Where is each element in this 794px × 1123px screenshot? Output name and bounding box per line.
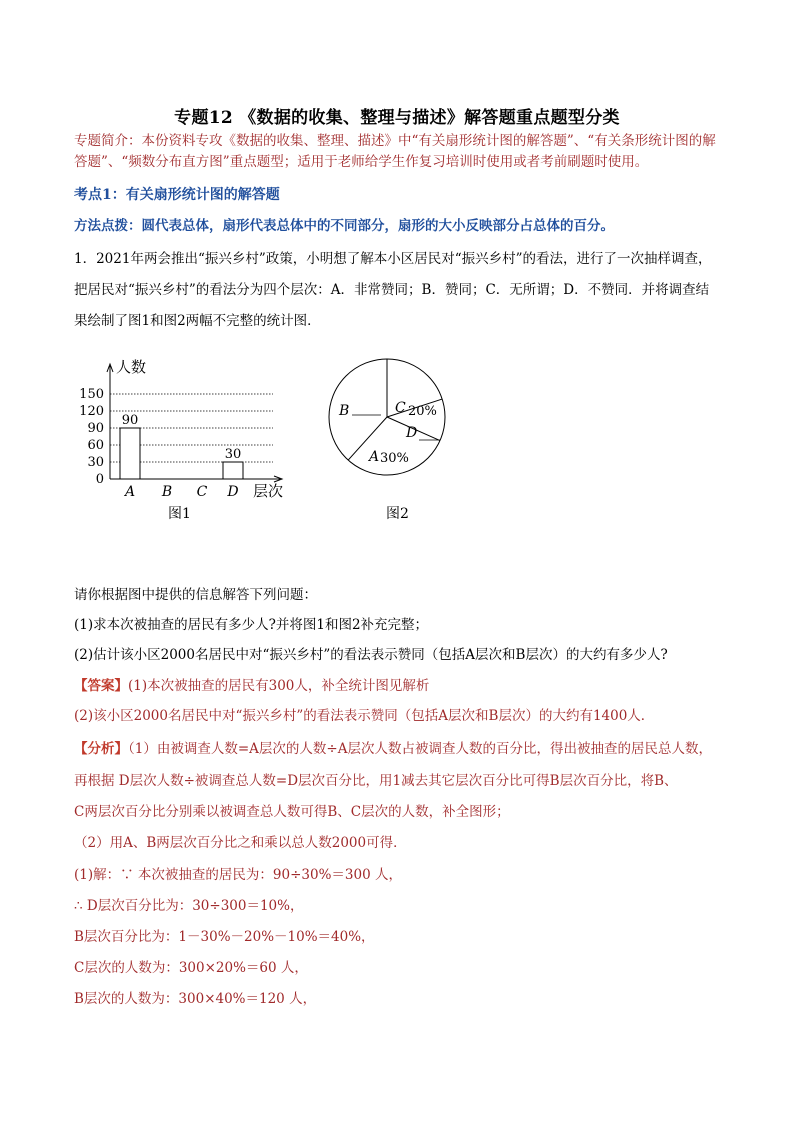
analysis-block-1	[74, 737, 712, 757]
solution-line-4: C层次的人数为：300×20%＝60 人，	[74, 960, 308, 976]
analysis-tag: 【分析】	[74, 741, 128, 757]
pie-percent-c: 20%	[408, 404, 437, 419]
page-title: 专题12 《数据的收集、整理与描述》解答题重点题型分类	[174, 108, 620, 128]
x-axis-label: 层次	[253, 482, 284, 500]
y-tick-label: 120	[79, 404, 104, 419]
x-tick-label: C	[196, 484, 208, 500]
solution-line-1: (1)解：∵ 本次被抽查的居民为：90÷30%＝300 人，	[74, 867, 402, 883]
answer-line-2: (2)该小区2000名居民中对“振兴乡村”的看法表示赞同（包括A层次和B层次）的大约有1400人．	[74, 708, 655, 724]
bar-value-label: 90	[121, 413, 139, 428]
pie-label-c: C	[395, 400, 406, 416]
analysis-line-2: 再根据 D层次人数÷被调查总人数=D层次百分比，用1减去其它层次百分比可得B层次百分比，将B、	[74, 773, 678, 789]
solution-line-3: B层次百分比为：1－30%－20%－10%＝40%，	[74, 929, 375, 945]
figure-2-caption: 图2	[386, 506, 409, 522]
y-tick-label: 60	[87, 438, 104, 453]
bar	[120, 428, 140, 479]
pie-label-d: D	[406, 425, 418, 441]
answer-block-1	[74, 674, 429, 694]
x-tick-label: A	[124, 484, 136, 500]
pie-chart-figure-2	[325, 355, 455, 485]
solution-line-5: B层次的人数为：300×40%＝120 人，	[74, 991, 317, 1007]
prompt-text: 请你根据图中提供的信息解答下列问题：	[74, 587, 317, 603]
question-line-3: 果绘制了图1和图2两幅不完整的统计图．	[74, 313, 321, 329]
topic-intro: 专题简介：本份资料专攻《数据的收集、整理、描述》中“有关扇形统计图的解答题”、“有关条形统计图的解答题”、“频数分布直方图”重点题型；适用于老师给学生作复习培训时使用或者考前刷题时使用。	[74, 133, 716, 170]
y-axis-label: 人数	[116, 358, 147, 376]
pie-percent-a: 30%	[380, 451, 409, 466]
solution-line-2: ∴ D层次百分比为：30÷300＝10%，	[74, 898, 304, 914]
pie-label-b: B	[339, 403, 350, 419]
y-tick-label: 150	[79, 387, 104, 402]
bar-value-label: 30	[224, 447, 242, 462]
pie-label-a: A	[369, 449, 380, 465]
answer-tag: 【答案】	[74, 678, 128, 694]
analysis-line-1: （1）由被调查人数=A层次的人数÷A层次人数占被调查人数的百分比，得出被抽查的居民总人数，	[128, 741, 712, 757]
figure-1-caption: 图1	[168, 506, 191, 522]
analysis-line-4: （2）用A、B两层次百分比之和乘以总人数2000可得．	[74, 835, 407, 851]
section-heading: 考点1：有关扇形统计图的解答题	[74, 187, 280, 203]
answer-line-1: (1)本次被抽查的居民有300人，补全统计图见解析	[128, 678, 430, 694]
sub-question-1: (1)求本次被抽查的居民有多少人?并将图1和图2补充完整；	[74, 617, 429, 633]
bar-chart-figure-1	[70, 352, 300, 502]
method-tip: 方法点拨：圆代表总体，扇形代表总体中的不同部分，扇形的大小反映部分占总体的百分。	[74, 218, 614, 234]
question-line-1: 1．2021年两会推出“振兴乡村”政策，小明想了解本小区居民对“振兴乡村”的看法，进行了一次抽样调查，	[74, 251, 712, 267]
question-line-2: 把居民对“振兴乡村”的看法分为四个层次：A．非常赞同；B．赞同；C．无所谓；D．不赞同．并将调查结	[74, 282, 710, 298]
y-tick-label: 30	[87, 455, 104, 470]
bar	[223, 462, 243, 479]
y-tick-label: 90	[87, 421, 104, 436]
analysis-line-3: C两层次百分比分别乘以被调查总人数可得B、C层次的人数，补全图形；	[74, 804, 510, 820]
sub-question-2: (2)估计该小区2000名居民中对“振兴乡村”的看法表示赞同（包括A层次和B层次）的大约有多少人?	[74, 647, 668, 663]
y-tick-label: 0	[95, 472, 104, 487]
x-tick-label: D	[227, 484, 239, 500]
x-tick-label: B	[161, 484, 173, 500]
